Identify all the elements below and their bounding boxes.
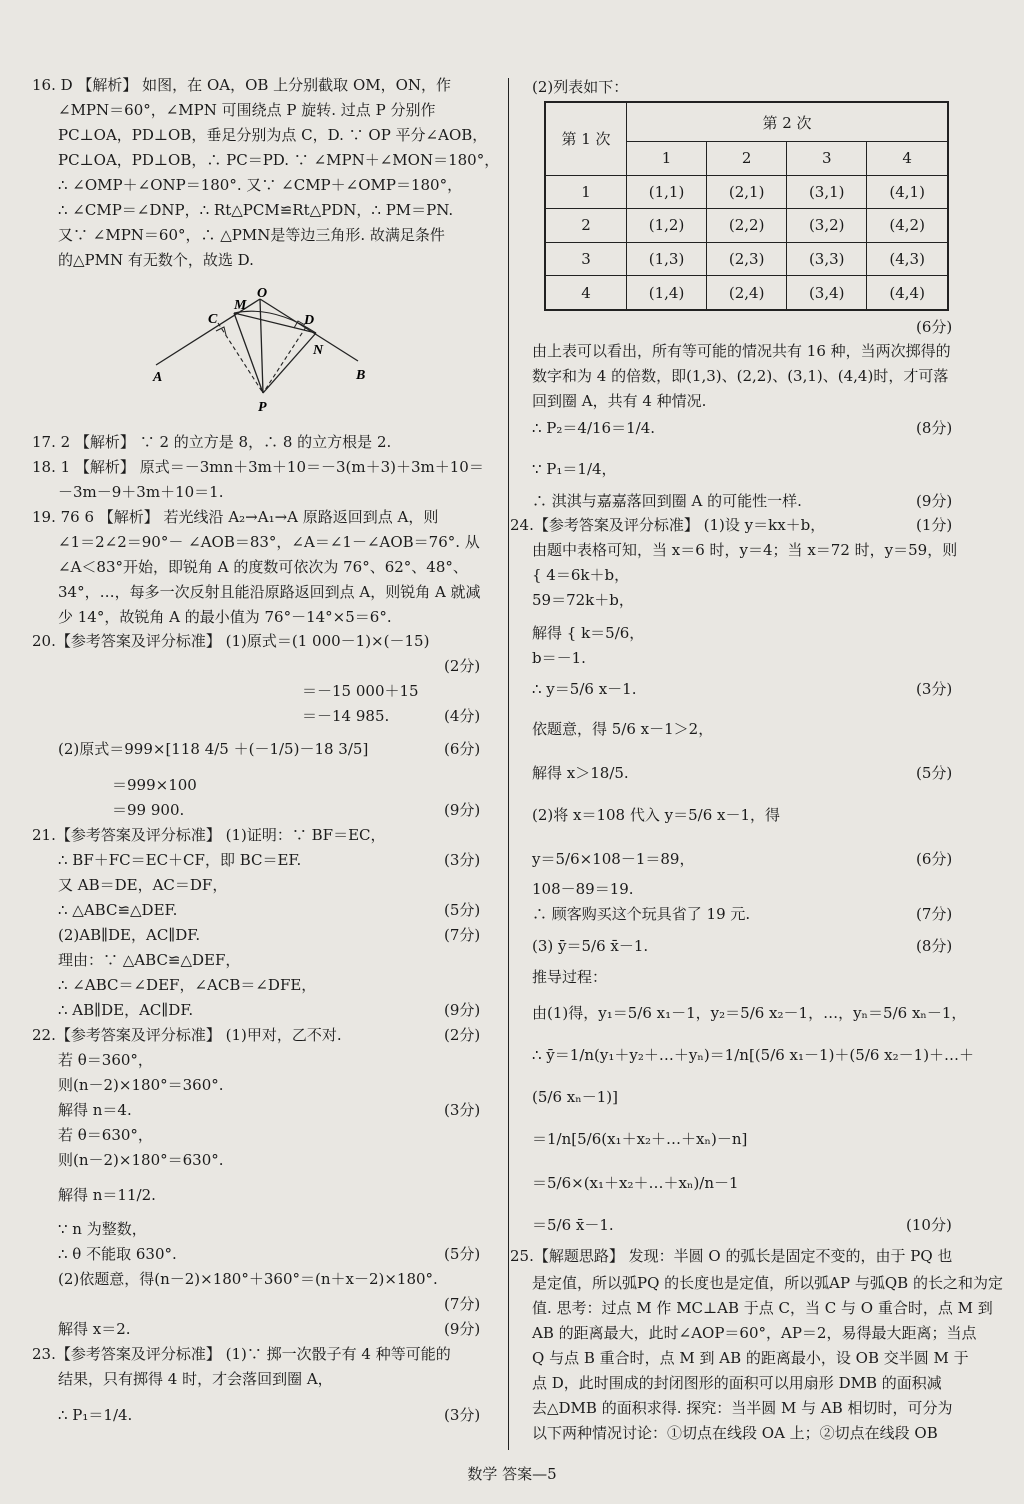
table-cell: (1,4) (627, 276, 707, 310)
table-row (545, 242, 948, 275)
column-divider (508, 78, 509, 1450)
text-line: ∠MPN＝60°，∠MPN 可围绕点 P 旋转. 过点 P 分别作 (58, 101, 436, 119)
ray-OB (260, 299, 358, 361)
text-line: ＝99 900. (112, 801, 185, 819)
table-col-header: 3 (787, 142, 867, 175)
segment-MP (234, 313, 263, 393)
table-col-header: 1 (627, 142, 707, 175)
text-line: 24.【参考答案及评分标准】 (1)设 y＝kx＋b， (510, 516, 826, 534)
score: (9分) (444, 1001, 481, 1019)
text-line: ∴ ȳ＝1/n(y₁＋y₂＋…＋yₙ)＝1/n[(5/6 x₁－1)＋(5/6 x₂－1)＋…＋ (532, 1046, 975, 1064)
text-line: 理由：∵ △ABC≌△DEF， (58, 951, 241, 969)
score: (1分) (916, 516, 953, 534)
label-A: A (153, 370, 163, 385)
text-line: 又∵ ∠MPN＝60°，∴ △PMN是等边三角形. 故满足条件 (58, 226, 445, 244)
score: (5分) (916, 764, 953, 782)
text-line: 解得 n＝4. (58, 1101, 132, 1119)
table-col-header: 4 (867, 142, 948, 175)
segment-OP (260, 299, 263, 393)
text-line: ∴ ∠ABC＝∠DEF，∠ACB＝∠DFE， (58, 976, 317, 994)
text-line: 以下两种情况讨论：①切点在线段 OA 上；②切点在线段 OB (532, 1424, 938, 1442)
table-cell: (3,2) (787, 209, 867, 242)
text-line: b＝－1. (532, 649, 586, 667)
text-line: －3m－9＋3m＋10＝1. (58, 483, 224, 501)
table-row-header: 2 (545, 209, 627, 242)
text-line: PC⊥OA，PD⊥OB，垂足分别为点 C，D. ∵ OP 平分∠AOB， (58, 126, 488, 144)
text-line: 23.【参考答案及评分标准】 (1)∵ 掷一次骰子有 4 种等可能的 (32, 1345, 451, 1363)
text-line: 由(1)得，y₁＝5/6 x₁－1，y₂＝5/6 x₂－1，…，yₙ＝5/6 xₙ－1， (532, 1004, 967, 1022)
score: (6分) (916, 318, 953, 336)
segment-NP (263, 333, 316, 393)
text-line: ∴ θ 不能取 630°. (58, 1245, 177, 1263)
score: (9分) (444, 801, 481, 819)
table-intro: (2)列表如下： (532, 78, 629, 96)
score: (9分) (916, 492, 953, 510)
table-cell: (1,1) (627, 175, 707, 208)
geometry-figure (148, 283, 378, 425)
text-line: ∴ y＝5/6 x－1. (532, 680, 637, 698)
table-row (545, 276, 948, 310)
text-line: (2)AB∥DE，AC∥DF. (58, 926, 201, 944)
text-line: ＝5/6 x̄－1. (532, 1216, 614, 1234)
table-cell: (4,3) (867, 242, 948, 275)
text-line: ＝1/n[5/6(x₁＋x₂＋…＋xₙ)－n] (532, 1130, 748, 1148)
text-line: 回到圈 A，共有 4 种情况. (532, 392, 707, 410)
text-line: ∴ ∠OMP＋∠ONP＝180°. 又∵ ∠CMP＋∠OMP＝180°， (58, 176, 463, 194)
text-line: Q 与点 B 重合时，点 M 到 AB 的距离最小，设 OB 交半圆 M 于 (532, 1349, 969, 1367)
table-cell: (3,1) (787, 175, 867, 208)
text-line: 去△DMB 的面积求得. 探究：当半圆 M 与 AB 相切时，可分为 (532, 1399, 953, 1417)
score: (7分) (916, 905, 953, 923)
table-col-header: 2 (707, 142, 787, 175)
text-line: ∴ 淇淇与嘉嘉落回到圈 A 的可能性一样. (532, 492, 802, 510)
text-line: ＝999×100 (112, 776, 197, 794)
table-cell: (3,4) (787, 276, 867, 310)
score: (9分) (444, 1320, 481, 1338)
text-line: AB 的距离最大，此时∠AOP＝60°，AP＝2，易得最大距离；当点 (532, 1324, 977, 1342)
score: (2分) (444, 657, 481, 675)
text-line: (2)将 x＝108 代入 y＝5/6 x－1，得 (532, 806, 781, 824)
text-line: 59＝72k＋b， (532, 591, 634, 609)
score: (8分) (916, 937, 953, 955)
text-line: ∠A＜83°开始，即锐角 A 的度数可依次为 76°、62°、48°、 (58, 558, 468, 576)
text-line: ∴ △ABC≌△DEF. (58, 901, 178, 919)
table-corner-header: 第 1 次 (545, 102, 627, 175)
right-angle-C (216, 327, 226, 335)
table-cell: (1,2) (627, 209, 707, 242)
text-line: 19. 76 6 【解析】 若光线沿 A₂→A₁→A 原路返回到点 A，则 (32, 508, 439, 526)
text-line: 的△PMN 有无数个，故选 D. (58, 251, 254, 269)
text-line: 17. 2 【解析】 ∵ 2 的立方是 8，∴ 8 的立方根是 2. (32, 433, 392, 451)
table-cell: (1,3) (627, 242, 707, 275)
table-cell: (3,3) (787, 242, 867, 275)
text-line: 则(n－2)×180°＝360°. (58, 1076, 224, 1094)
table-row-header: 1 (545, 175, 627, 208)
text-line: 值. 思考：过点 M 作 MC⊥AB 于点 C，当 C 与 O 重合时，点 M 到 (532, 1299, 993, 1317)
text-line: 22.【参考答案及评分标准】 (1)甲对，乙不对. (32, 1026, 342, 1044)
text-line: 数字和为 4 的倍数，即(1,3)、(2,2)、(3,1)、(4,4)时，才可落 (532, 367, 949, 385)
text-line: 依题意，得 5/6 x－1＞2， (532, 720, 714, 738)
text-line: 又 AB＝DE，AC＝DF， (58, 876, 228, 894)
text-line: 解得 n＝11/2. (58, 1186, 156, 1204)
table-row-header: 3 (545, 242, 627, 275)
text-line: 由题中表格可知，当 x＝6 时，y＝4；当 x＝72 时，y＝59，则 (532, 541, 958, 559)
text-line: { 4＝6k＋b， (532, 566, 630, 584)
text-line: ∠1＝2∠2＝90°－ ∠AOB＝83°，∠A＝∠1－∠AOB＝76°. 从 (58, 533, 480, 551)
text-line: 解得 x＞18/5. (532, 764, 629, 782)
text-line: 18. 1 【解析】 原式＝－3mn＋3m＋10＝－3(m＋3)＋3m＋10＝ (32, 458, 484, 476)
text-line: 108－89＝19. (532, 880, 634, 898)
score: (6分) (916, 850, 953, 868)
label-D: D (304, 313, 315, 328)
text-line: ∴ AB∥DE，AC∥DF. (58, 1001, 194, 1019)
label-C: C (208, 312, 218, 327)
text-line: y＝5/6×108－1＝89， (532, 850, 695, 868)
score: (8分) (916, 419, 953, 437)
text-line: ＝－15 000＋15 (302, 682, 419, 700)
text-line: ∴ BF＋FC＝EC＋CF，即 BC＝EF. (58, 851, 302, 869)
score: (5分) (444, 901, 481, 919)
score: (6分) (444, 740, 481, 758)
score: (5分) (444, 1245, 481, 1263)
text-line: 16. D 【解析】 如图，在 OA，OB 上分别截取 OM，ON，作 (32, 76, 452, 94)
outcome-table (544, 101, 949, 311)
text-line: ∴ ∠CMP＝∠DNP，∴ Rt△PCM≌Rt△PDN，∴ PM＝PN. (58, 201, 454, 219)
text-line: 20.【参考答案及评分标准】 (1)原式＝(1 000－1)×(－15) (32, 632, 430, 650)
text-line: 推导过程： (532, 968, 608, 986)
label-N: N (313, 343, 324, 358)
label-M: M (234, 298, 247, 313)
text-line: (5/6 xₙ－1)] (532, 1088, 618, 1106)
table-row-header: 4 (545, 276, 627, 310)
text-line: 结果，只有掷得 4 时，才会落回到圈 A， (58, 1370, 333, 1388)
text-line: 是定值，所以弧PQ 的长度也是定值，所以弧AP 与弧QB 的长之和为定 (532, 1274, 1003, 1292)
table-cell: (4,2) (867, 209, 948, 242)
table-row (545, 209, 948, 242)
text-line: (3) ȳ＝5/6 x̄－1. (532, 937, 649, 955)
label-O: O (257, 286, 268, 301)
label-B: B (356, 368, 366, 383)
text-line: 34°，…，每多一次反射且能沿原路返回到点 A，则锐角 A 就减 (58, 583, 481, 601)
score: (3分) (444, 851, 481, 869)
score: (3分) (444, 1406, 481, 1424)
score: (10分) (906, 1216, 952, 1234)
score: (7分) (444, 926, 481, 944)
text-line: 点 D，此时围成的封闭图形的面积可以用扇形 DMB 的面积减 (532, 1374, 942, 1392)
text-line: PC⊥OA，PD⊥OB，∴ PC＝PD. ∵ ∠MPN＋∠MON＝180°， (58, 151, 500, 169)
text-line: 若 θ＝360°， (58, 1051, 153, 1069)
table-row (545, 175, 948, 208)
text-line: 25.【解题思路】 发现：半圆 O 的弧长是固定不变的，由于 PQ 也 (510, 1247, 953, 1265)
table-cell: (2,2) (707, 209, 787, 242)
text-line: 少 14°，故锐角 A 的最小值为 76°－14°×5＝6°. (58, 608, 392, 626)
score: (4分) (444, 707, 481, 725)
score: (2分) (444, 1026, 481, 1044)
page-footer: 数学 答案—5 (467, 1465, 557, 1483)
score: (7分) (444, 1295, 481, 1313)
table-cell: (2,3) (707, 242, 787, 275)
text-line: 由上表可以看出，所有等可能的情况共有 16 种，当两次掷得的 (532, 342, 951, 360)
text-line: ＝－14 985. (302, 707, 390, 725)
text-line: (2)依题意，得(n－2)×180°＋360°＝(n＋x－2)×180°. (58, 1270, 438, 1288)
text-line: ∴ 顾客购买这个玩具省了 19 元. (532, 905, 751, 923)
table-cell: (2,4) (707, 276, 787, 310)
table-top-header: 第 2 次 (627, 102, 949, 142)
segment-PD (263, 327, 306, 393)
label-P: P (258, 400, 267, 415)
text-line: ∵ n 为整数， (58, 1220, 147, 1238)
text-line: ∴ P₁＝1/4. (58, 1406, 133, 1424)
text-line: (2)原式＝999×[118 4/5 ＋(－1/5)－18 3/5] (58, 740, 369, 758)
table-cell: (2,1) (707, 175, 787, 208)
score: (3分) (444, 1101, 481, 1119)
score: (3分) (916, 680, 953, 698)
text-line: 解得 x＝2. (58, 1320, 131, 1338)
table-cell: (4,4) (867, 276, 948, 310)
text-line: ∵ P₁＝1/4， (532, 460, 617, 478)
text-line: ＝5/6×(x₁＋x₂＋…＋xₙ)/n－1 (532, 1174, 739, 1192)
segment-PC (218, 323, 263, 393)
text-line: 若 θ＝630°， (58, 1126, 153, 1144)
text-line: 则(n－2)×180°＝630°. (58, 1151, 224, 1169)
table-cell: (4,1) (867, 175, 948, 208)
text-line: ∴ P₂＝4/16＝1/4. (532, 419, 656, 437)
text-line: 解得 { k＝5/6， (532, 624, 645, 642)
text-line: 21.【参考答案及评分标准】 (1)证明：∵ BF＝EC， (32, 826, 386, 844)
